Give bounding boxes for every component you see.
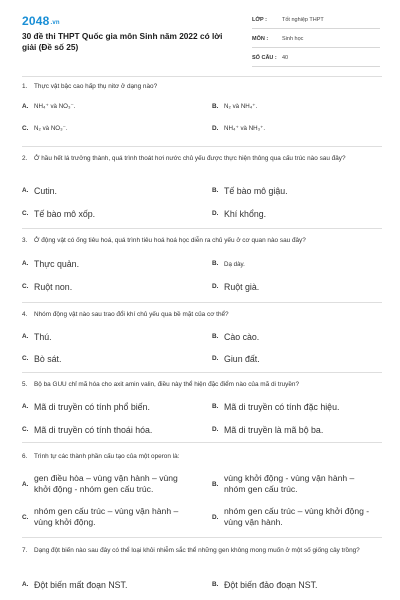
option-letter: D. bbox=[212, 283, 219, 290]
option-letter: B. bbox=[212, 187, 219, 194]
document-title: 30 đề thi THPT Quốc gia môn Sinh năm 2022 có lời giải (Đề số 25) bbox=[22, 31, 223, 52]
option-text: NH₄⁺ và NO₃⁻. bbox=[34, 103, 76, 110]
option-text: NH₄⁺ và NH₃⁺. bbox=[224, 125, 266, 132]
meta-value-count: 40 bbox=[282, 54, 289, 61]
question-number: 6. bbox=[22, 453, 28, 460]
option-letter: D. bbox=[212, 355, 219, 362]
option-letter: A. bbox=[22, 581, 29, 588]
option-letter: B. bbox=[212, 581, 219, 588]
option-letter: C. bbox=[22, 210, 29, 217]
meta-row-count bbox=[252, 51, 380, 67]
header-divider bbox=[22, 76, 382, 77]
question-4-stem bbox=[22, 310, 382, 320]
option-letter: B. bbox=[212, 481, 219, 488]
option-text: Tế bào mô xốp. bbox=[34, 209, 96, 219]
meta-row-grade bbox=[252, 13, 380, 29]
option-text: Thực quản. bbox=[34, 259, 80, 269]
option-text: N₂ và NH₄⁺. bbox=[224, 103, 258, 110]
meta-panel bbox=[252, 13, 380, 70]
question-number: 3. bbox=[22, 237, 28, 244]
question-divider bbox=[22, 302, 382, 303]
question-number: 5. bbox=[22, 381, 28, 388]
question-text: Nhóm động vật nào sau trao đổi khí chủ yếu qua bề mặt của cơ thể? bbox=[34, 311, 229, 318]
question-7 bbox=[22, 546, 382, 590]
option-text: Ruột già. bbox=[224, 282, 260, 292]
question-text: Trình tự các thành phần cấu tạo của một operon là: bbox=[34, 453, 180, 460]
option-text: Mã di truyền là mã bộ ba. bbox=[224, 425, 324, 435]
option-text: Cào cào. bbox=[224, 332, 260, 342]
question-text: Dạng đột biến nào sau đây có thể loại khỏi nhiễm sắc thể những gen không mong muốn ở một số giống cây trồng? bbox=[34, 547, 360, 554]
option-letter: D. bbox=[212, 514, 219, 521]
option-text: nhóm gen cấu trúc – vùng vận hành – vùng khởi động. bbox=[34, 506, 179, 527]
option-letter: B. bbox=[212, 403, 219, 410]
option-letter: B. bbox=[212, 333, 219, 340]
option-letter: D. bbox=[212, 210, 219, 217]
option-text: Mã di truyền có tính thoái hóa. bbox=[34, 425, 153, 435]
option-letter: A. bbox=[22, 187, 29, 194]
question-3-stem bbox=[22, 236, 382, 246]
meta-row-subject bbox=[252, 32, 380, 48]
option-letter: C. bbox=[22, 426, 29, 433]
option-text: Cutin. bbox=[34, 186, 57, 196]
option-text: gen điều hòa – vùng vận hành – vùng khởi động - nhóm gen cấu trúc. bbox=[34, 473, 178, 494]
meta-label-subject: MÔN : bbox=[252, 36, 269, 42]
question-divider bbox=[22, 372, 382, 373]
option-text: Tế bào mô giậu. bbox=[224, 186, 288, 196]
question-6-stem bbox=[22, 452, 382, 462]
question-text: Ở hầu hết lá trưởng thành, quá trình thoát hơi nước chủ yếu được thực hiện thông qua cấu trúc nào sau đây? bbox=[34, 155, 346, 162]
option-letter: A. bbox=[22, 333, 29, 340]
meta-value-grade: Tốt nghiệp THPT bbox=[282, 16, 324, 23]
question-text: Ở động vật có ống tiêu hoá, quá trình tiêu hoá hoá học diễn ra chủ yếu ở cơ quan nào sau đây? bbox=[34, 237, 306, 244]
question-number: 2. bbox=[22, 155, 28, 162]
document-header bbox=[0, 0, 400, 74]
option-letter: A. bbox=[22, 481, 29, 488]
question-7-stem bbox=[22, 546, 382, 556]
site-logo[interactable] bbox=[22, 14, 60, 28]
question-divider bbox=[22, 442, 382, 443]
question-divider bbox=[22, 537, 382, 538]
question-number: 4. bbox=[22, 311, 28, 318]
option-text: vùng khởi động - vùng vận hành – nhóm gen cấu trúc. bbox=[224, 473, 355, 494]
question-text: Bộ ba GUU chỉ mã hóa cho axit amin valin, điều này thể hiện đặc điểm nào của mã di truyền? bbox=[34, 381, 300, 388]
meta-label-grade: LỚP : bbox=[252, 17, 267, 23]
option-letter: B. bbox=[212, 103, 219, 110]
option-letter: C. bbox=[22, 355, 29, 362]
option-text: Thú. bbox=[34, 332, 52, 342]
option-letter: C. bbox=[22, 283, 29, 290]
question-1-stem bbox=[22, 82, 382, 92]
question-number: 7. bbox=[22, 547, 28, 554]
option-letter: B. bbox=[212, 260, 219, 267]
question-number: 1. bbox=[22, 83, 28, 90]
option-text: N₂ và NO₃⁻. bbox=[34, 125, 68, 132]
option-letter: A. bbox=[22, 260, 29, 267]
question-divider bbox=[22, 146, 382, 147]
question-3 bbox=[22, 236, 382, 292]
question-5-stem bbox=[22, 380, 382, 390]
option-text: Khí khổng. bbox=[224, 209, 267, 219]
meta-label-count: SỐ CÂU : bbox=[252, 55, 277, 61]
option-letter: C. bbox=[22, 125, 29, 132]
logo-text: 2048 bbox=[22, 14, 50, 28]
question-1 bbox=[22, 82, 382, 132]
question-2 bbox=[22, 154, 382, 219]
option-text: Đột biến mất đoạn NST. bbox=[34, 580, 128, 590]
option-text: nhóm gen cấu trúc – vùng khởi động - vùng vận hành. bbox=[224, 506, 370, 527]
option-text: Đột biến đảo đoạn NST. bbox=[224, 580, 318, 590]
meta-value-subject: Sinh học bbox=[282, 35, 304, 42]
option-text: Mã di truyền có tính đặc hiệu. bbox=[224, 402, 340, 412]
question-text: Thực vật bậc cao hấp thụ nitơ ở dạng nào? bbox=[34, 83, 158, 90]
option-letter: A. bbox=[22, 403, 29, 410]
option-letter: C. bbox=[22, 514, 29, 521]
question-5 bbox=[22, 380, 382, 435]
option-text: Giun đất. bbox=[224, 354, 260, 364]
option-letter: D. bbox=[212, 426, 219, 433]
option-letter: A. bbox=[22, 103, 29, 110]
question-divider bbox=[22, 228, 382, 229]
option-text: Bò sát. bbox=[34, 354, 62, 364]
question-4 bbox=[22, 310, 382, 364]
option-text: Mã di truyền có tính phổ biến. bbox=[34, 402, 150, 412]
question-6 bbox=[22, 452, 382, 527]
option-text: Dạ dày. bbox=[224, 260, 245, 268]
logo-tld: .vn bbox=[50, 20, 60, 26]
option-letter: D. bbox=[212, 125, 219, 132]
option-text: Ruột non. bbox=[34, 282, 73, 292]
question-2-stem bbox=[22, 154, 382, 164]
